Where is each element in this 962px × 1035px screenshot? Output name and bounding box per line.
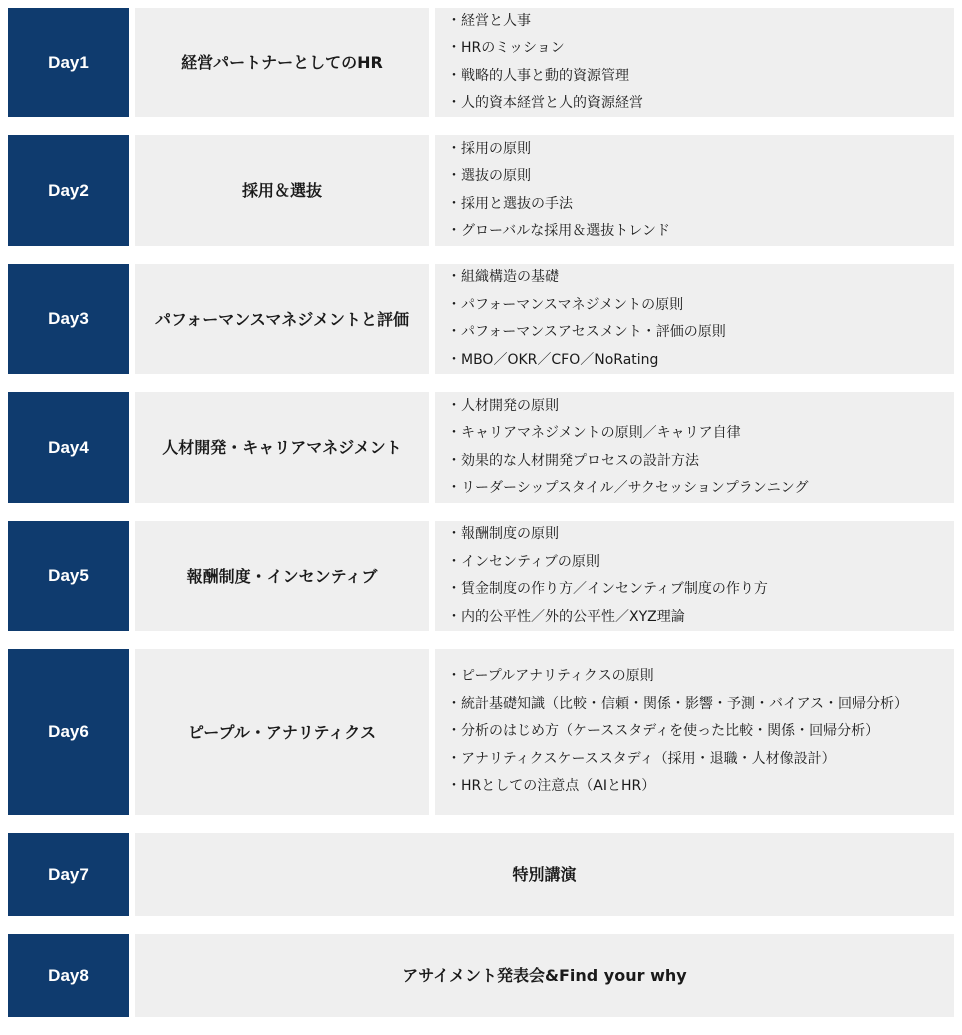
session-title: 人材開発・キャリアマネジメント <box>135 392 429 503</box>
day-label: Day7 <box>8 833 129 916</box>
session-title: 報酬制度・インセンティブ <box>135 521 429 631</box>
day-label: Day6 <box>8 649 129 815</box>
session-title: パフォーマンスマネジメントと評価 <box>135 264 429 374</box>
schedule-row <box>8 264 954 374</box>
topic-item: ・HRとしての注意点（AIとHR） <box>447 778 656 795</box>
day-label: Day5 <box>8 521 129 631</box>
topic-item: ・採用と選抜の手法 <box>447 195 573 212</box>
schedule-row <box>8 833 954 916</box>
topic-item: ・賃金制度の作り方／インセンティブ制度の作り方 <box>447 581 768 597</box>
topic-item: ・グローバルな採用＆選抜トレンド <box>447 223 670 239</box>
topic-list <box>435 521 954 631</box>
topic-item: ・分析のはじめ方（ケーススタディを使った比較・関係・回帰分析） <box>447 723 880 740</box>
topic-item: ・効果的な人材開発プロセスの設計方法 <box>447 452 699 469</box>
schedule-row <box>8 392 954 503</box>
topic-item: ・報酬制度の原則 <box>447 526 559 542</box>
topic-item: ・インセンティブの原則 <box>447 553 600 570</box>
topic-item: ・選抜の原則 <box>447 168 531 184</box>
topic-item: ・人的資本経営と人的資源経営 <box>447 95 643 111</box>
topic-item: ・ピープルアナリティクスの原則 <box>447 668 654 685</box>
topic-list <box>435 392 954 503</box>
schedule-row <box>8 8 954 117</box>
session-title: アサイメント発表会&Find your why <box>135 934 954 1017</box>
topic-list <box>435 8 954 117</box>
topic-item: ・パフォーマンスマネジメントの原則 <box>447 296 684 313</box>
session-title: 経営パートナーとしてのHR <box>135 8 429 117</box>
topic-item: ・内的公平性／外的公平性／XYZ理論 <box>447 608 685 625</box>
topic-item: ・パフォーマンスアセスメント・評価の原則 <box>447 324 726 340</box>
schedule-row <box>8 521 954 631</box>
topic-item: ・リーダーシップスタイル／サクセッションプランニング <box>447 480 809 496</box>
program-schedule <box>8 8 954 1035</box>
topic-list <box>435 649 954 815</box>
day-label: Day8 <box>8 934 129 1017</box>
day-label: Day1 <box>8 8 129 117</box>
topic-item: ・組織構造の基礎 <box>447 269 559 285</box>
topic-item: ・統計基礎知識（比較・信頼・関係・影響・予測・バイアス・回帰分析） <box>447 695 909 712</box>
topic-item: ・経営と人事 <box>447 12 531 29</box>
session-title: 特別講演 <box>135 833 954 916</box>
day-label: Day4 <box>8 392 129 503</box>
topic-item: ・戦略的人事と動的資源管理 <box>447 67 629 84</box>
schedule-row <box>8 135 954 246</box>
topic-item: ・HRのミッション <box>447 40 565 56</box>
schedule-row <box>8 649 954 815</box>
topic-list <box>435 264 954 374</box>
day-label: Day3 <box>8 264 129 374</box>
session-title: 採用＆選抜 <box>135 135 429 246</box>
topic-list <box>435 135 954 246</box>
topic-item: ・MBO／OKR／CFO／NoRating <box>447 351 659 368</box>
schedule-row <box>8 934 954 1017</box>
topic-item: ・人材開発の原則 <box>447 397 559 414</box>
topic-item: ・アナリティクスケーススタディ（採用・退職・人材像設計） <box>447 750 836 767</box>
topic-item: ・キャリアマネジメントの原則／キャリア自律 <box>447 425 741 441</box>
day-label: Day2 <box>8 135 129 246</box>
session-title: ピープル・アナリティクス <box>135 649 429 815</box>
topic-item: ・採用の原則 <box>447 140 531 157</box>
